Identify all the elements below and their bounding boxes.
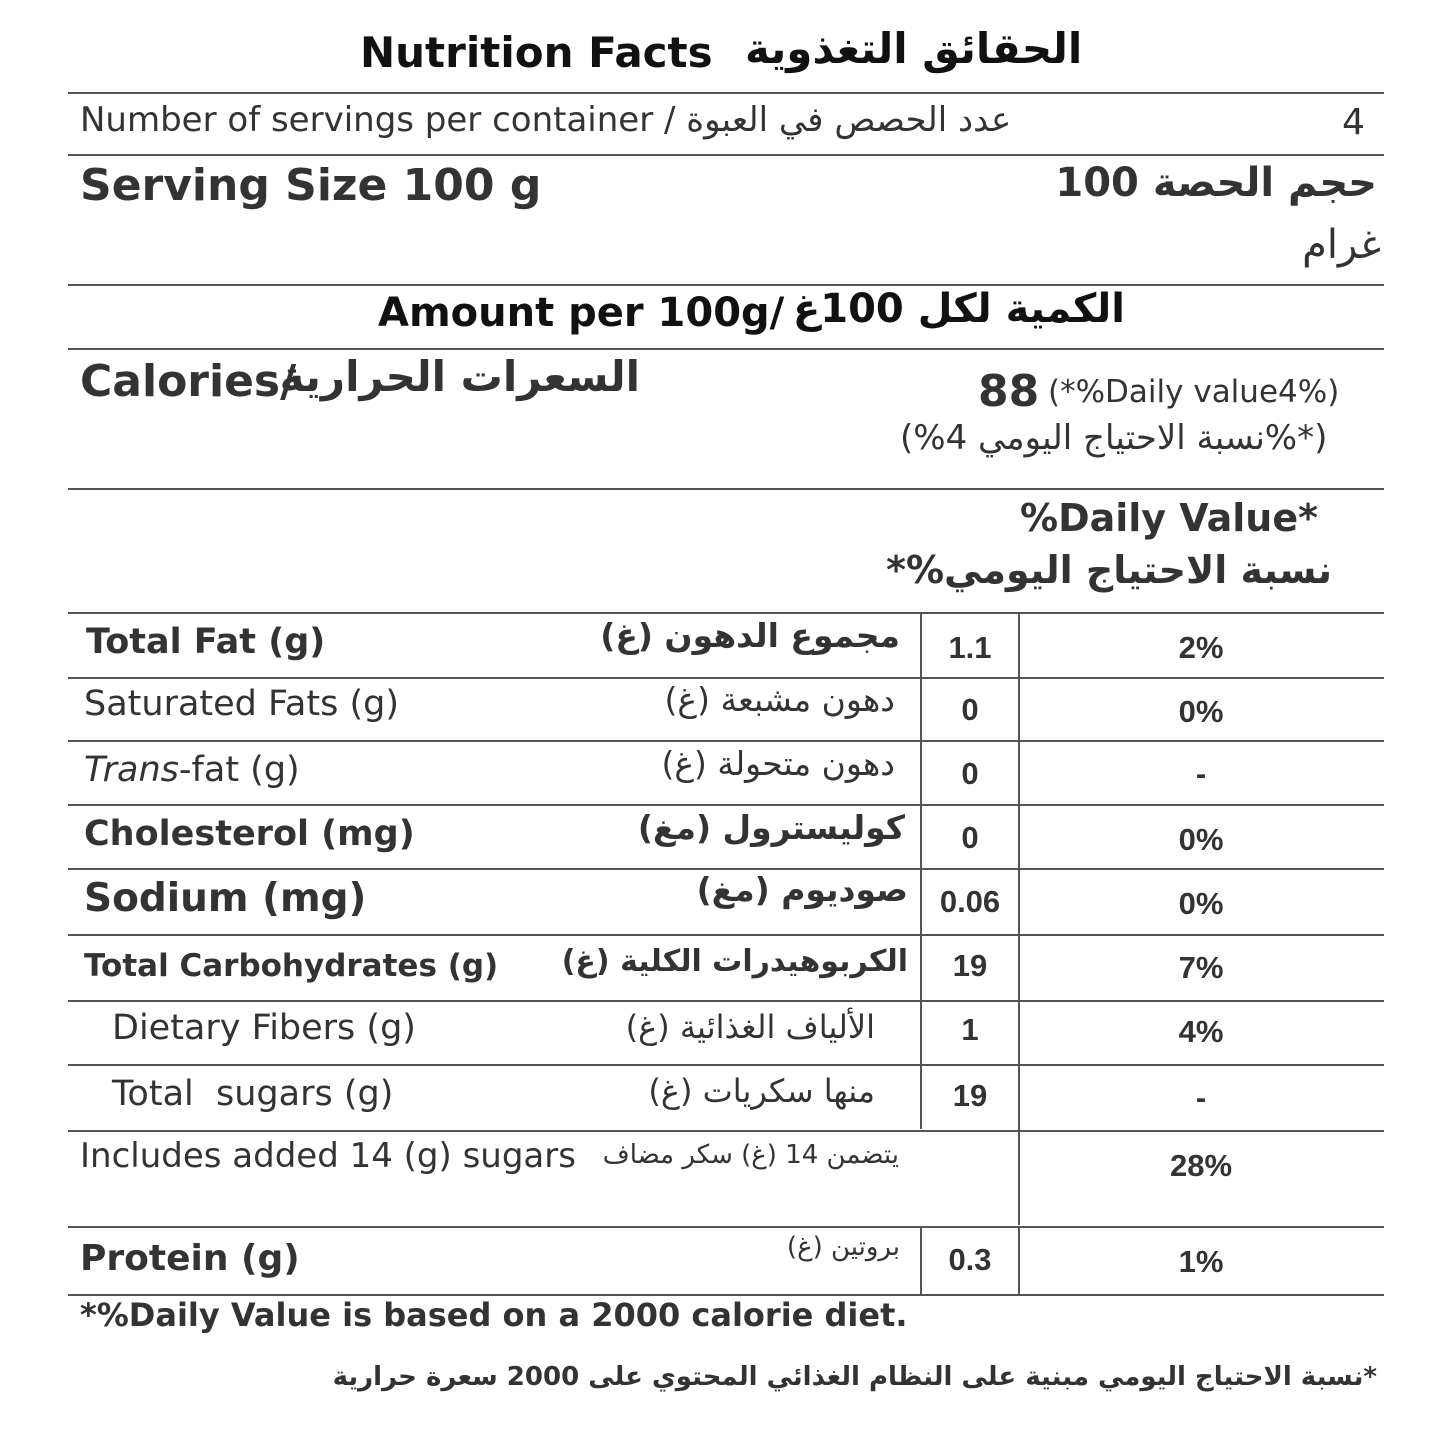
nutrient-name-ar: بروتين (غ) — [786, 1232, 900, 1262]
nutrient-amount: 1 — [961, 1012, 979, 1047]
divider — [68, 677, 1384, 679]
nutrient-name: Dietary Fibers (g) — [112, 1008, 416, 1048]
divider — [68, 1000, 1384, 1002]
divider — [68, 92, 1384, 94]
divider — [68, 1130, 1384, 1132]
divider — [68, 740, 1384, 742]
divider — [68, 284, 1384, 286]
nutrient-dv: - — [1195, 1080, 1207, 1115]
nutrient-dv: 0% — [1178, 822, 1224, 857]
footnote-en: *%Daily Value is based on a 2000 calorie diet. — [80, 1296, 908, 1334]
nutrient-name-ar: دهون متحولة (غ) — [661, 744, 895, 783]
nutrient-name: Total sugars (g) — [112, 1074, 394, 1114]
nutrient-dv: 0% — [1178, 886, 1224, 921]
dv-header-en: %Daily Value* — [1020, 496, 1319, 540]
divider — [68, 612, 1384, 614]
calories-dv-ar: (*%نسبة الاحتياج اليومي 4%) — [900, 418, 1328, 458]
nutrient-dv: - — [1195, 756, 1207, 791]
nutrient-name — [84, 750, 300, 790]
divider — [68, 934, 1384, 936]
nutrient-name: Sodium (mg) — [84, 876, 367, 921]
nutrient-amount: 0.3 — [948, 1242, 992, 1277]
nutrient-name: Includes added 14 (g) sugars — [80, 1136, 576, 1176]
nutrient-name: Total Fat (g) — [86, 622, 326, 662]
nutrient-dv: 7% — [1178, 950, 1224, 985]
nutrient-name-ar: مجموع الدهون (غ) — [600, 616, 900, 655]
dv-header-ar: نسبة الاحتياج اليومي%* — [886, 548, 1332, 592]
nutrient-name-ar: دهون مشبعة (غ) — [664, 680, 895, 719]
calories-label-ar: السعرات الحرارية — [279, 352, 640, 401]
nutrient-name-ar: صوديوم (مغ) — [696, 870, 908, 909]
nutrient-dv: 2% — [1178, 630, 1224, 665]
nutrient-name: Saturated Fats (g) — [84, 684, 399, 724]
divider — [68, 488, 1384, 490]
amount-per-ar: الكمية لكل 100غ — [792, 286, 1125, 332]
nutrient-amount: 0 — [961, 820, 979, 855]
nutrient-amount: 0 — [961, 756, 979, 791]
divider — [68, 154, 1384, 156]
title-en: Nutrition Facts — [360, 28, 713, 77]
nutrient-amount: 0 — [961, 692, 979, 727]
nutrient-amount: 0.06 — [939, 884, 1001, 919]
nutrient-name-italic: Trans — [84, 750, 179, 790]
calories-dv-en: (*%Daily value4%) — [1048, 374, 1340, 410]
serving-size-ar-unit: غرام — [1302, 222, 1381, 268]
nutrient-amount: 19 — [952, 1078, 988, 1113]
servings-label-text: Number of servings per container / عدد الحصص في العبوة — [80, 100, 1012, 140]
nutrient-dv: 28% — [1169, 1148, 1233, 1183]
serving-size-en: Serving Size 100 g — [80, 160, 542, 211]
divider — [68, 1226, 1384, 1228]
servings-label — [80, 100, 1011, 140]
title-ar: الحقائق التغذوية — [745, 24, 1083, 73]
nutrient-amount: 19 — [952, 948, 988, 983]
nutrient-name: Protein (g) — [80, 1238, 300, 1279]
nutrient-name: Cholesterol (mg) — [84, 814, 415, 854]
footnote-ar: *نسبة الاحتياج اليومي مبنية على النظام الغذائي المحتوي على 2000 سعرة حرارية — [332, 1362, 1377, 1392]
divider — [68, 804, 1384, 806]
serving-size-ar: حجم الحصة 100 — [1055, 160, 1377, 206]
nutrient-name-ar: منها سكريات (غ) — [648, 1072, 875, 1110]
servings-value: 4 — [1342, 102, 1365, 143]
nutrient-amount: 1.1 — [948, 630, 992, 665]
nutrient-name-ar: كوليسترول (مغ) — [637, 808, 905, 847]
calories-value: 88 — [978, 366, 1040, 417]
divider — [68, 1064, 1384, 1066]
nutrient-dv: 1% — [1178, 1244, 1224, 1279]
nutrient-name: Total Carbohydrates (g) — [84, 948, 499, 984]
amount-per-en: Amount per 100g/ — [378, 290, 785, 336]
nutrient-name-ar: الألياف الغذائية (غ) — [625, 1008, 875, 1046]
nutrient-name-ar: الكربوهيدرات الكلية (غ) — [561, 944, 908, 979]
column-separator — [920, 613, 922, 1129]
divider — [68, 348, 1384, 350]
calories-label-en: Calories/ — [80, 356, 297, 407]
nutrient-name-ar: يتضمن 14 (غ) سكر مضاف — [602, 1140, 899, 1170]
nutrient-dv: 0% — [1178, 694, 1224, 729]
nutrient-dv: 4% — [1178, 1014, 1224, 1049]
nutrient-name-rest: -fat (g) — [178, 750, 300, 790]
